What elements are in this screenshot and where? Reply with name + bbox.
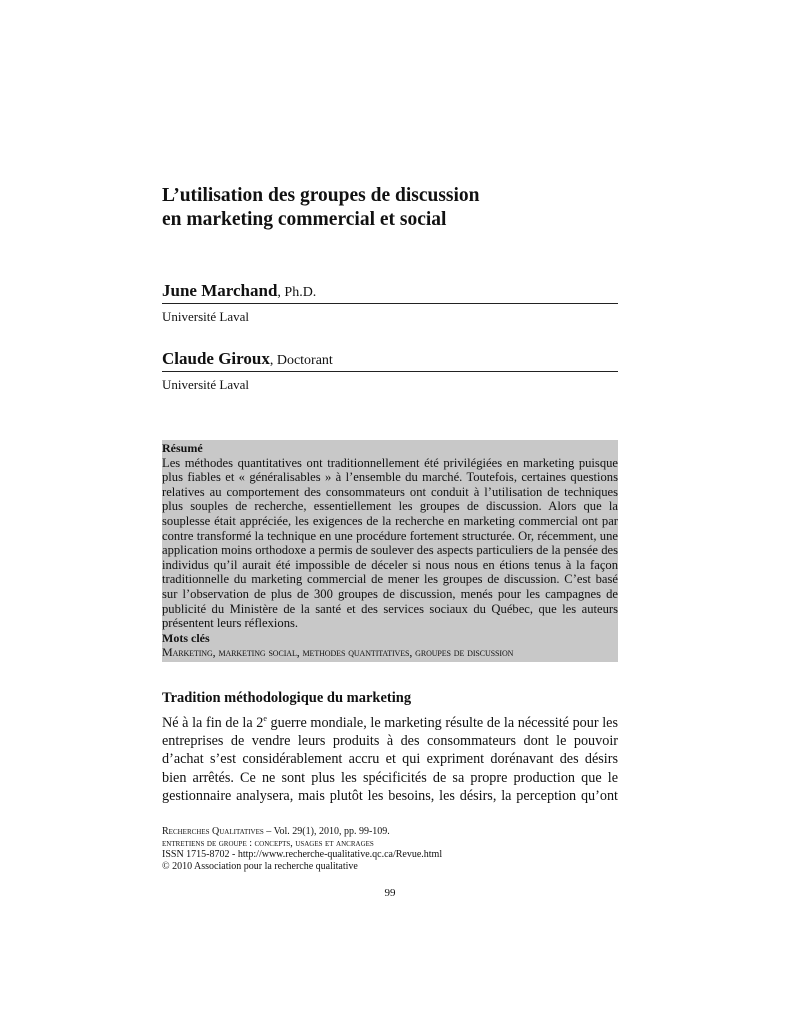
paragraph-start: Né à la fin de la 2 bbox=[162, 715, 264, 731]
abstract-heading: Résumé bbox=[162, 441, 203, 455]
author-line bbox=[162, 282, 618, 304]
journal-name: Recherches Qualitatives bbox=[162, 826, 264, 837]
ordinal-superscript: e bbox=[263, 714, 267, 723]
page-number: 99 bbox=[384, 887, 396, 899]
author-affiliation: Université Laval bbox=[162, 309, 249, 324]
author-degree: , Ph.D. bbox=[277, 285, 317, 300]
copyright-line: © 2010 Association pour la recherche qualitative bbox=[162, 860, 358, 872]
author-degree: , Doctorant bbox=[269, 353, 333, 368]
title-line-1: L’utilisation des groupes de discussion bbox=[162, 185, 480, 206]
author-affiliation: Université Laval bbox=[162, 377, 249, 392]
author-name: Claude Giroux bbox=[162, 349, 270, 368]
page-footer bbox=[162, 826, 442, 872]
issn-line: ISSN 1715-8702 - http://www.recherche-qualitative.qc.ca/Revue.html bbox=[162, 849, 443, 860]
keywords-heading: Mots clés bbox=[162, 630, 210, 645]
abstract-box bbox=[162, 440, 618, 662]
article-title bbox=[162, 184, 618, 232]
author-name: June Marchand bbox=[162, 281, 278, 300]
author-block-2 bbox=[162, 350, 618, 393]
author-block-1 bbox=[162, 282, 618, 325]
title-line-2: en marketing commercial et social bbox=[162, 209, 447, 230]
abstract-text: Les méthodes quantitatives ont traditionnellement été privilégiées en marketing puisque plus fiables et « généralisables » à l’ensemble du marché. Toutefois, certaines questions relatives au comportement des consommateurs ont conduit à l’utilisation de techniques plus souples de recherche, essentiellement les groupes de discussion. Alors que la souplesse était appréciée, les exigences de la recherche en marketing commercial ont par contre transformé la technique en une procédure fortement structurée. Or, récemment, une application moins orthodoxe a permis de soulever des aspects particuliers de la pensée des individus qu’il aurait été impossible de déceler si nous nous en étions tenus à la façon traditionnelle du marketing commercial de mener les groupes de discussion. C’est basé sur l’observation de plus de 300 groupes de discussion, menés pour les campagnes de publicité du Ministère de la santé et des services sociaux du Québec, que les auteurs présentent leurs réflexions. bbox=[162, 455, 618, 631]
journal-citation bbox=[162, 826, 442, 838]
paragraph-rest: guerre mondiale, le marketing résulte de la nécessité pour les entreprises de vendre leurs produits à des consommateurs dont le pouvoir d’achat s’est considérablement accru et qui expriment dorénavant des désirs bien arrêtés. Ce ne sont plus les spécificités de sa propre production que le gestionnaire analysera, mais plutôt les besoins, les désirs, la perception qu’ont bbox=[162, 715, 618, 804]
keywords-list: Marketing, marketing social, methodes quantitatives, groupes de discussion bbox=[162, 645, 514, 660]
body-paragraph bbox=[162, 714, 618, 805]
journal-volume: – Vol. 29(1), 2010, pp. 99-109. bbox=[263, 826, 390, 837]
issue-title: entretiens de groupe : concepts, usages et ancrages bbox=[162, 837, 374, 849]
section-title: Tradition méthodologique du marketing bbox=[162, 690, 412, 706]
author-line bbox=[162, 350, 618, 372]
